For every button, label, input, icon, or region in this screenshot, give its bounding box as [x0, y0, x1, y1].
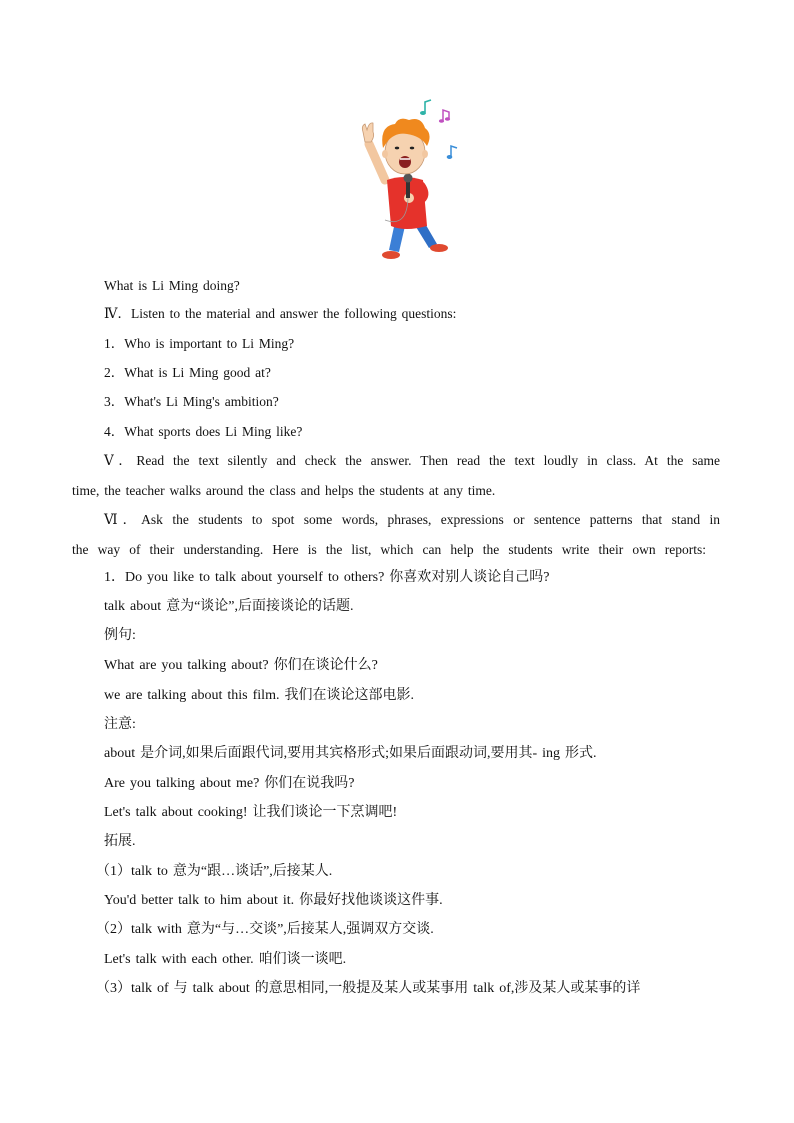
section-vi-line-1: Ⅵ．Ask the students to spot some words, phrases, expressions or sentence patterns that stand in [104, 512, 720, 527]
example-sentence: You'd better talk to him about it. 你最好找他谈谈这件事. [104, 893, 443, 908]
singing-boy-illustration [345, 98, 471, 264]
vocab-item-1: 1．Do you like to talk about yourself to others? 你喜欢对别人谈论自己吗? [104, 570, 550, 585]
question-item: 1．Who is important to Li Ming? [104, 336, 295, 351]
note-label: 注意: [104, 717, 136, 732]
talk-about-note: talk about 意为“谈论”,后面接谈论的话题. [104, 599, 354, 614]
question-item: 3．What's Li Ming's ambition? [104, 394, 279, 409]
question-item: 2．What is Li Ming good at? [104, 365, 271, 380]
section-v-line-1: Ⅴ．Read the text silently and check the answer. Then read the text loudly in class. At the same [104, 453, 720, 468]
example-sentence: What are you talking about? 你们在谈论什么? [104, 658, 378, 673]
section-v-line-2: time, the teacher walks around the class and helps the students at any time. [72, 483, 496, 498]
question-what-doing: What is Li Ming doing? [104, 278, 240, 293]
section-vi-line-2: the way of their understanding. Here is the list, which can help the students write their own reports: [72, 542, 706, 557]
section-iv-heading: Ⅳ．Listen to the material and answer the following questions: [104, 306, 457, 321]
example-sentence: we are talking about this film. 我们在谈论这部电影. [104, 688, 414, 703]
extend-label: 拓展. [104, 834, 136, 849]
example-sentence: Let's talk about cooking! 让我们谈论一下烹调吧! [104, 805, 398, 820]
example-label: 例句: [104, 628, 136, 643]
example-sentence: Are you talking about me? 你们在说我吗? [104, 776, 355, 791]
extension-item: （3）talk of 与 talk about 的意思相同,一般提及某人或某事用 talk of,涉及某人或某事的详 [96, 981, 641, 996]
extension-item: （2）talk with 意为“与…交谈”,后接某人,强调双方交谈. [96, 922, 434, 937]
question-item: 4．What sports does Li Ming like? [104, 424, 303, 439]
example-sentence: Let's talk with each other. 咱们谈一谈吧. [104, 952, 347, 967]
note-text: about 是介词,如果后面跟代词,要用其宾格形式;如果后面跟动词,要用其- ing 形式. [104, 746, 597, 761]
extension-item: （1）talk to 意为“跟…谈话”,后接某人. [96, 864, 333, 879]
